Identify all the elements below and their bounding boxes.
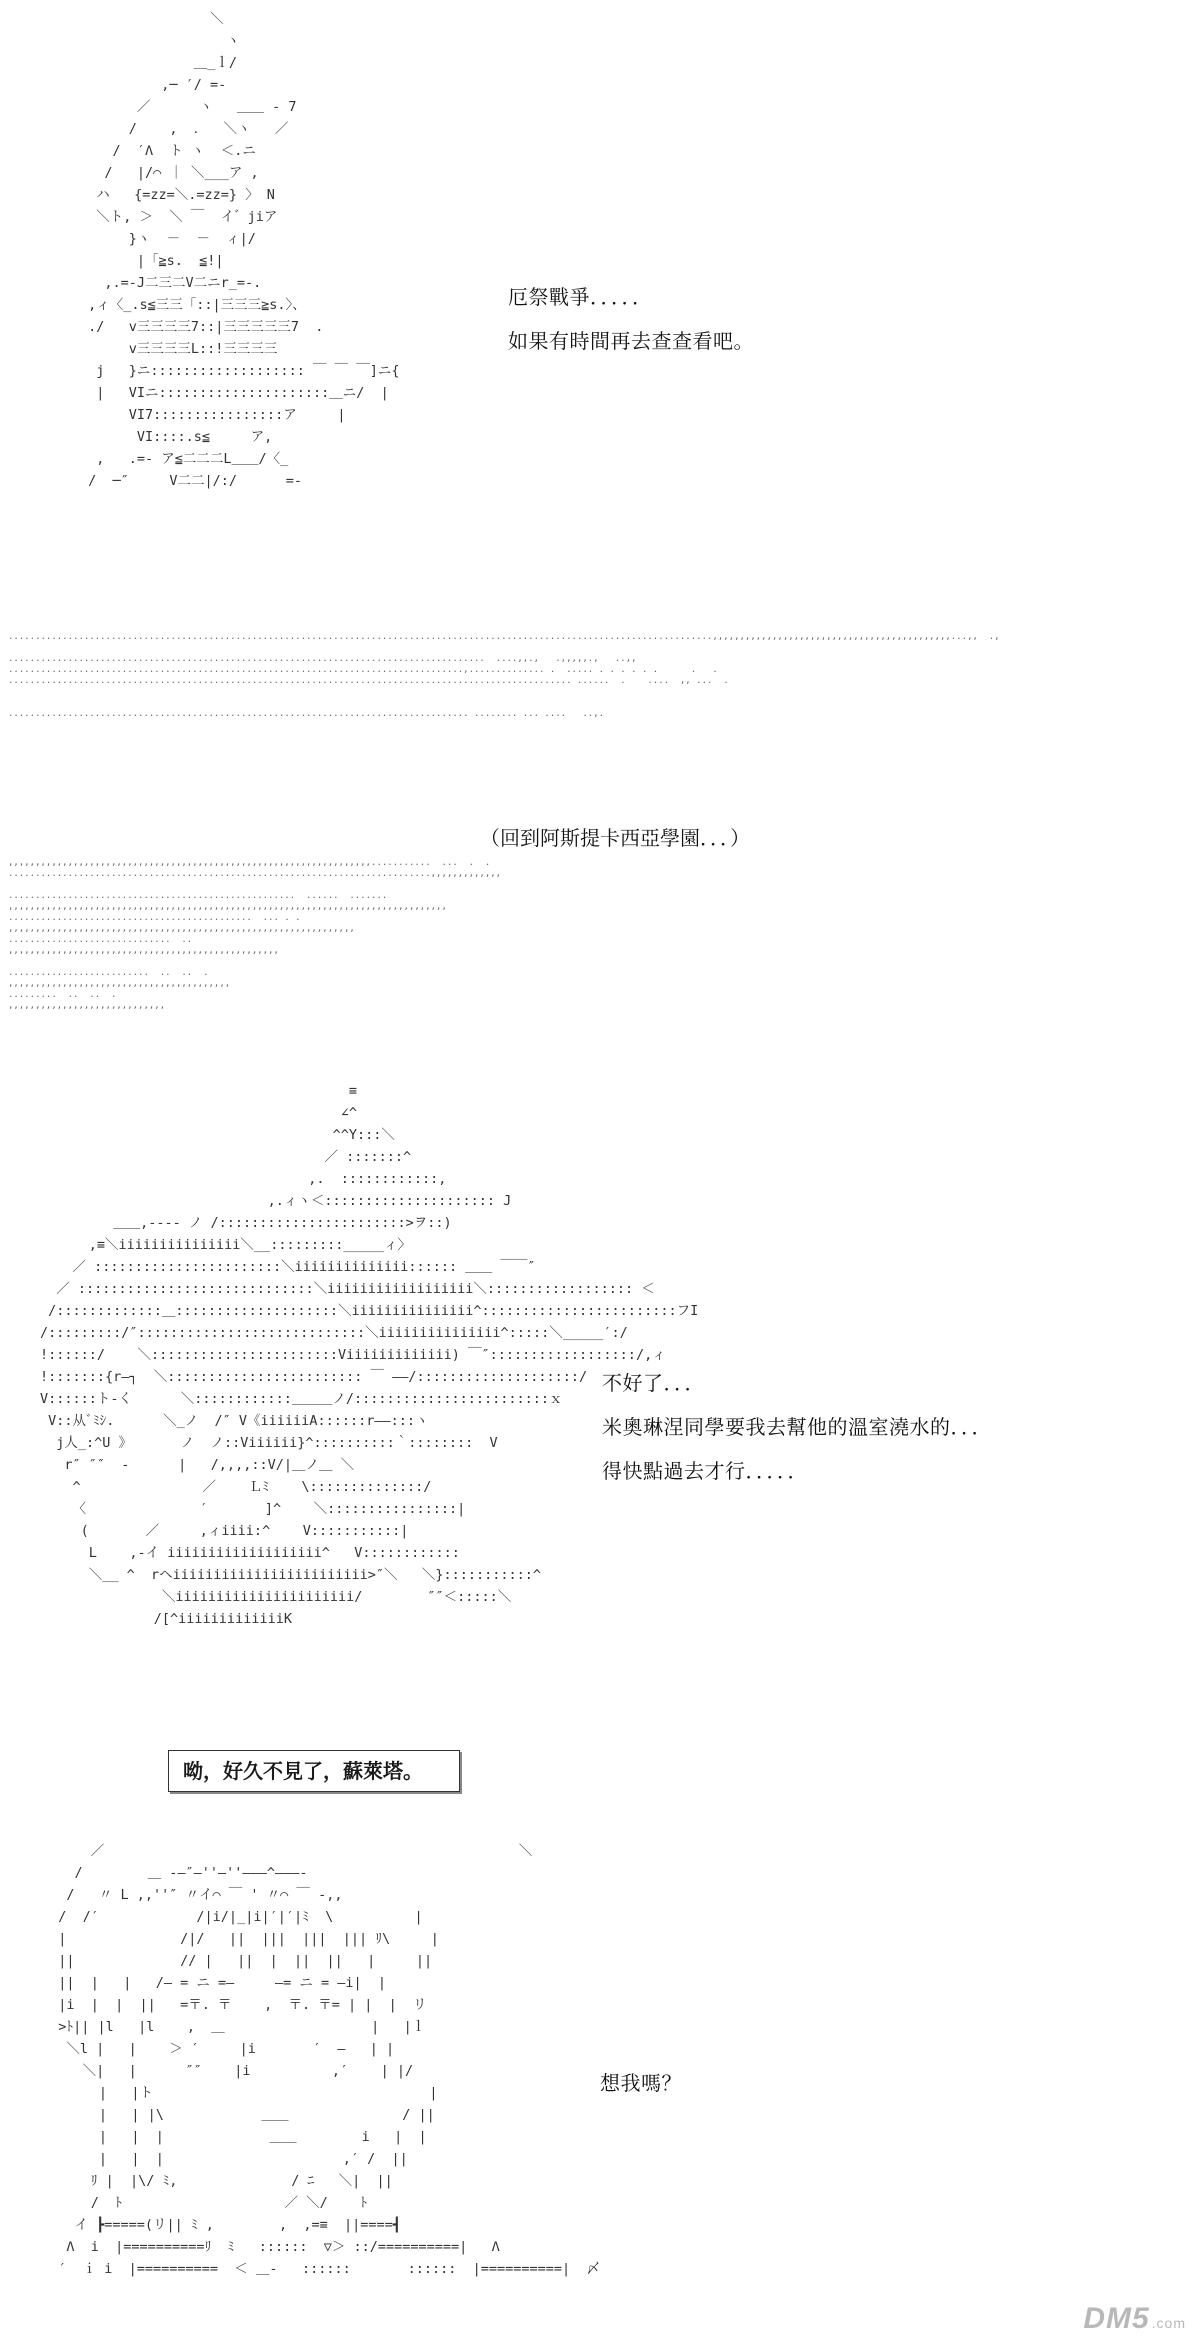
dialogue-group-2 [602,1362,992,1494]
ascii-art-figure-3: ／ ＼ / ＿ -―″―''―''―――^―――- / 〃 L ,,''″ 〃イ⌒ ￣ ' 〃⌒ ￣ -,, / /′ /|i/|_|i|′|′|ﾐ \ | | /|/ || ||| ||| ||| ﾘ\ | || // | || | || || | || || | | /― = ニ =― ―= ニ = ―i| | |i | | || =〒. 〒 , 〒. 〒= | | | リ >ﾄ|| |l |l , ＿ | |ｌ ＼l | | ＞ ′ |i ′ ― | | ＼| | ″″ |i ,′ | |/ | |ト | | | |\ ＿＿ / || | | | ＿＿ i | | | | | ,′ / || ﾘ | |\/ ﾐ, / ﾆ ＼| || / ﾄ ／ ＼/ ﾄ イ ┣=====(リ|| ﾐ , , ,=≡ ||====┫ Λ i |==========ﾘ ﾐ :::::: ▽＞ ::/==========| Λ ′ ｉ i |========== ＜ ＿- :::::: :::::: |==========| 〆 [58,1843,600,2277]
dialogue-line: 不好了．．． [602,1373,705,1395]
dialogue-line: 想我嗎？ [600,2073,682,2095]
dialogue-line: 米奧琳涅同學要我去幫他的溫室澆水的．．． [602,1417,992,1439]
dialogue-group-3 [600,2062,682,2106]
speech-box: 呦，好久不見了，蘇萊塔。 [168,1750,460,1792]
dialogue-group-1 [508,276,754,364]
site-watermark [1083,2302,1186,2336]
scene-narration: （回到阿斯提卡西亞學園．．．） [480,828,750,850]
dialogue-line: 得快點過去才行．．．．． [602,1461,808,1483]
dotted-separator-top: ..................................................................................................................................,,,,,,,,,,,,,,,,,,,,,,,,,,,,,,,,,,,,,,,,,,,,...,, ., ........................................................................................ ....,,., .,,,,,., ..,, ....................................................................................,.............. . ..... . . . . . . . . ........................................................................................................ ...... . .... ,, ... . ..................................................................................... ........ ... .... ..,. [8,632,1000,719]
watermark-brand: DM5 [1083,2302,1150,2335]
watermark-suffix: .com [1151,2315,1186,2331]
dialogue-line: 厄祭戰爭．．．．． [508,287,653,309]
ascii-art-figure-2: ≡ ∠^ ^^Y:::＼ ／ :::::::^ ,. ::::::::::::, ,.ィヽ＜::::::::::::::::::::: J ＿＿,---- ノ /:::::::::::::::::::::::>ヲ::) ,≡＼iiiiiiiiiiiiiii＼__:::::::::_____ィ〉 ／ :::::::::::::::::::::::＼iiiiiiiiiiiiii:::::: ＿＿ ￣￣″ ／ :::::::::::::::::::::::::::::＼iiiiiiiiiiiiiiiiii＼:::::::::::::::::: ＜ /:::::::::::::＿::::::::::::::::::::＼iiiiiiiiiiiiiii^::::::::::::::::::::::::フI /:::::::::/″::::::::::::::::::::::::::::＼iiiiiiiiiiiiiii^:::::＼_____′:/ !::::::/ ＼:::::::::::::::::::::::Viiiiiiiiiiiii) ￣″::::::::::::::::::/,ィ !:::::::{r―┐ ＼:::::::::::::::::::::::: ￣ ――/::::::::::::::::::::/ V::::::ト-く ＼::::::::::::＿＿＿ノ/::::::::::::::::::::::::ｘ V::从ﾞﾐｼ. ＼_ノ /″ V《iiiiiiA::::::r――:::ヽ j人_:^U 》 ノ ノ::Viiiiii}^::::::::::｀:::::::: V r″ ″″ - | /,,,,::V/|＿ノ＿ ＼ ^ ／ Ｌﾐ \::::::::::::::/ 〈 ′ ]^ ＼::::::::::::::::| ( ／ ,ィiiii:^ V:::::::::::| L ,-イ iiiiiiiiiiiiiiiiiii^ V:::::::::::: ＼__ ^ rヘiiiiiiiiiiiiiiiiiiiiiiii>″＼ ＼}:::::::::::^ ＼iiiiiiiiiiiiiiiiiiiiii/ ″″＜:::::＼ /[^iiiiiiiiiiiiiK [40,1083,699,1627]
dialogue-line: 如果有時間再去查查看吧。 [508,331,754,353]
dotted-separator-middle: ,,,,,,,,,,,,,,,,,,,,,,,,,,,,,,,,,,,,,,,,,,,,,,,,,,,,,,,,,,,,,,,,,,,........... ... . . ..............................................................................,,,,,,,,,,,,, ..................................................... ...... ....... ,,,,,,,,,,,,,,,,,,,,,,,,,,,,,,,,,,,,,,,,,,,,,,,,,,,,,,,,,,,,,,,,,,,,,,,,,,,,,,,,, ............................................. ... . . ,,,,,,,,,,,,,,,,,,,,,,,,,,,,,,,,,,,,,,,,,,,,,,,,,,,,,,,,,,,,,,,, .............................. .. ,,,,,,,,,,,,,,,,,,,,,,,,,,,,,,,,,,,,,,,,,,,,,,,,,, .......................... .. .. . ,,,,,,,,,,,,,,,,,,,,,,,,,,,,,,,,,,,,,,,,, ......... .. .. . ,,,,,,,,,,,,,,,,,,,,,,,,,,,,, [8,858,502,1011]
ascii-art-figure-1: ＼ ヽ ＿_ｌ/ ,─ ′/ =- ／ ヽ ＿＿ - 7 / , ． ＼ヽ ／ / ′Λ ト ヽ ＜.ニ / |/⌒ ｜ ＼___ア , ハ {=zz=＼.=zz=} 〉 N ＼ト, ＞ ＼ ￣ イ゛jiア }ヽ － － ィ|/ |「≧s. ≦!| ,.=-J二三二V二ニr_=-. ,ィ〈_.s≦三三「::|三三三≧s.〉、 ./ v三三三三7::|三三三三三7 . v三三三三L::!三三三三 j }ニ::::::::::::::::::: ￣ ￣ ￣]ニ{ | VIニ:::::::::::::::::::::＿ニ/ | VI7::::::::::::::::ア | VI::::.s≦ ア, , .=- ア≦二二二L＿＿/〈_ / ─″ V二二|/:/ =- [88,11,400,489]
